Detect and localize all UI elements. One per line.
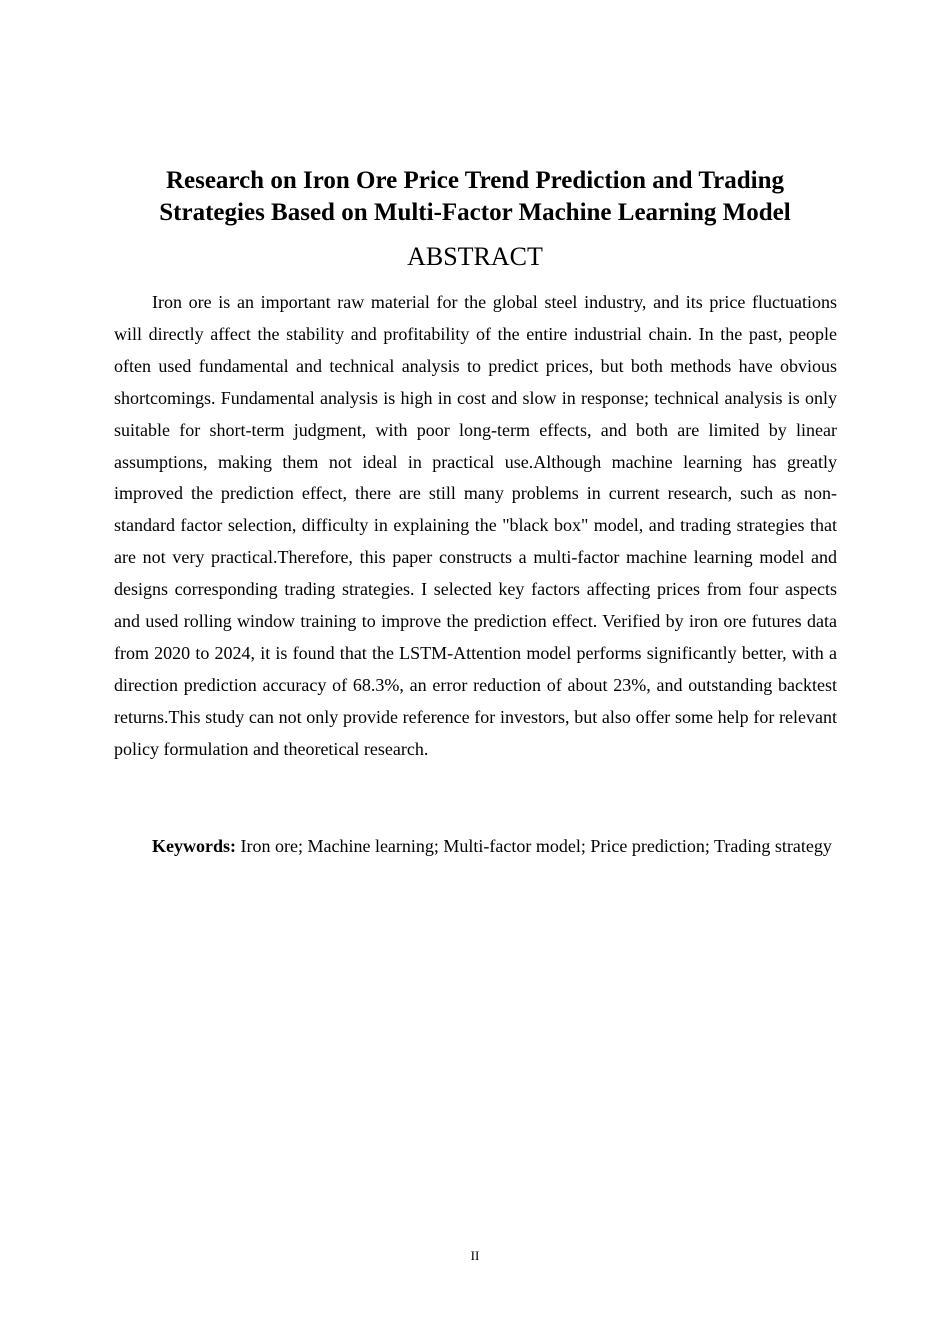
keywords-label: Keywords: [152, 836, 236, 856]
paper-title-line-2: Strategies Based on Multi-Factor Machine Learning Model [159, 199, 791, 226]
keywords-paragraph [114, 830, 837, 862]
keywords-text: Iron ore; Machine learning; Multi-factor model; Price prediction; Trading strategy [236, 836, 832, 856]
abstract-heading: ABSTRACT [407, 242, 543, 271]
paper-title [100, 165, 850, 229]
paper-title-line-1: Research on Iron Ore Price Trend Prediction and Trading [165, 167, 785, 194]
page-number: II [470, 1248, 480, 1263]
abstract-body: Iron ore is an important raw material for the global steel industry, and its price fluctuations will directly affect the stability and profitability of the entire industrial chain. In the past, people often used fundamental and technical analysis to predict prices, but both methods have obvious shortcomings. Fundamental analysis is high in cost and slow in response; technical analysis is only suitable for short-term judgment, with poor long-term effects, and both are limited by linear assumptions, making them not ideal in practical use.Although machine learning has greatly improved the prediction effect, there are still many problems in current research, such as non-standard factor selection, difficulty in explaining the "black box" model, and trading strategies that are not very practical.Therefore, this paper constructs a multi-factor machine learning model and designs corresponding trading strategies. I selected key factors affecting prices from four aspects and used rolling window training to improve the prediction effect. Verified by iron ore futures data from 2020 to 2024, it is found that the LSTM-Attention model performs significantly better, with a direction prediction accuracy of 68.3%, an error reduction of about 23%, and outstanding backtest returns.This study can not only provide reference for investors, but also offer some help for relevant policy formulation and theoretical research. [114, 292, 837, 759]
